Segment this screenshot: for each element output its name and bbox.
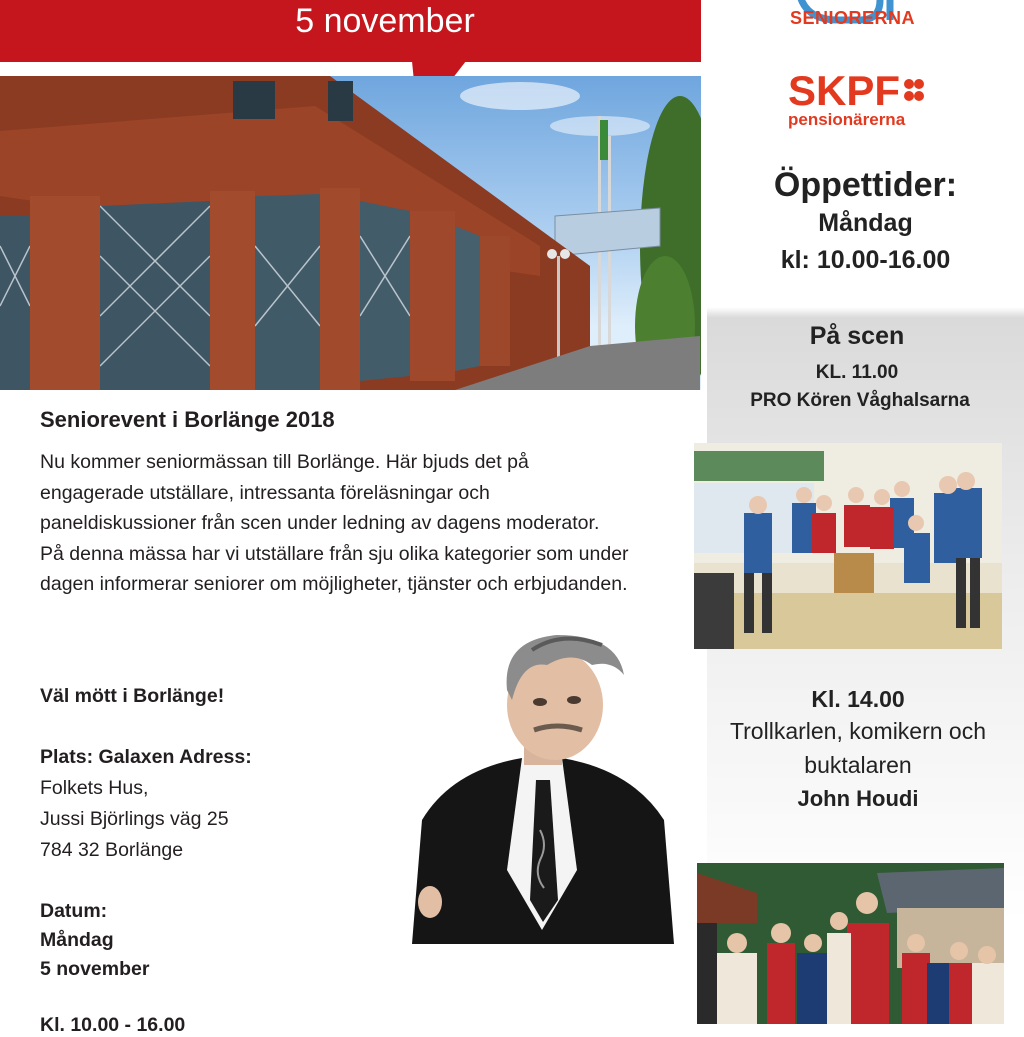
event-title: Seniorevent i Borlänge 2018 — [40, 407, 335, 432]
skpf-logo-flower-icon — [902, 70, 926, 106]
performer-portrait — [412, 630, 674, 944]
spf-logo-text: SENIORERNA — [790, 8, 916, 28]
skpf-logo — [788, 67, 938, 140]
folk-dance-photo — [697, 863, 1004, 1024]
event-intro — [40, 447, 630, 600]
folk-dance-illustration — [697, 863, 1004, 1024]
address-line-1: Folkets Hus, — [40, 777, 149, 799]
stage-time-2: Kl. 14.00 — [811, 686, 905, 712]
opening-hours-time: kl: 10.00-16.00 — [780, 246, 951, 274]
stage-act-2-name: John Houdi — [797, 786, 919, 811]
date-label: Datum: — [40, 900, 108, 922]
intro-paragraph-1: Nu kommer seniormässan till Borlänge. Här bjuds det på engagerade utställare, intressanta föreläsningar och paneldiskussioner från scen under ledning av dagens moderator. — [40, 451, 600, 534]
venue-photo — [0, 76, 701, 390]
intro-paragraph-2: På denna mässa har vi utställare från sju olika kategorier som under dagen informerar seniorer om möjligheter, tjänster och erbjudanden. — [40, 542, 629, 595]
stage-act-1: PRO Kören Våghalsarna — [750, 390, 970, 411]
welcome-text: Väl mött i Borlänge! — [40, 685, 225, 707]
date-banner-text: 5 november — [295, 2, 475, 40]
date-date: 5 november — [40, 958, 150, 980]
stage-time-1: KL. 11.00 — [815, 362, 899, 383]
stage-act-2-desc-line1: Trollkarlen, komikern och — [729, 718, 987, 744]
spf-seniorerna-logo — [790, 0, 940, 52]
choir-illustration — [694, 443, 1002, 649]
stage-act-2-desc-line2: buktalaren — [804, 752, 912, 778]
address-line-2: Jussi Björlings väg 25 — [40, 808, 229, 830]
skpf-logo-letters: SKPF — [788, 67, 901, 114]
event-time: Kl. 10.00 - 16.00 — [40, 1014, 186, 1036]
performer-illustration — [412, 630, 674, 944]
skpf-logo-name — [788, 67, 938, 114]
date-day: Måndag — [40, 929, 114, 951]
skpf-logo-subtitle: pensionärerna — [788, 110, 906, 129]
venue-building-illustration — [0, 76, 701, 390]
opening-hours-day: Måndag — [818, 209, 913, 237]
choir-photo — [694, 443, 1002, 649]
opening-hours-heading: Öppettider: — [773, 166, 958, 204]
place-label: Plats: Galaxen Adress: — [40, 746, 252, 768]
stage-heading: På scen — [809, 322, 905, 350]
address-line-3: 784 32 Borlänge — [40, 839, 184, 861]
